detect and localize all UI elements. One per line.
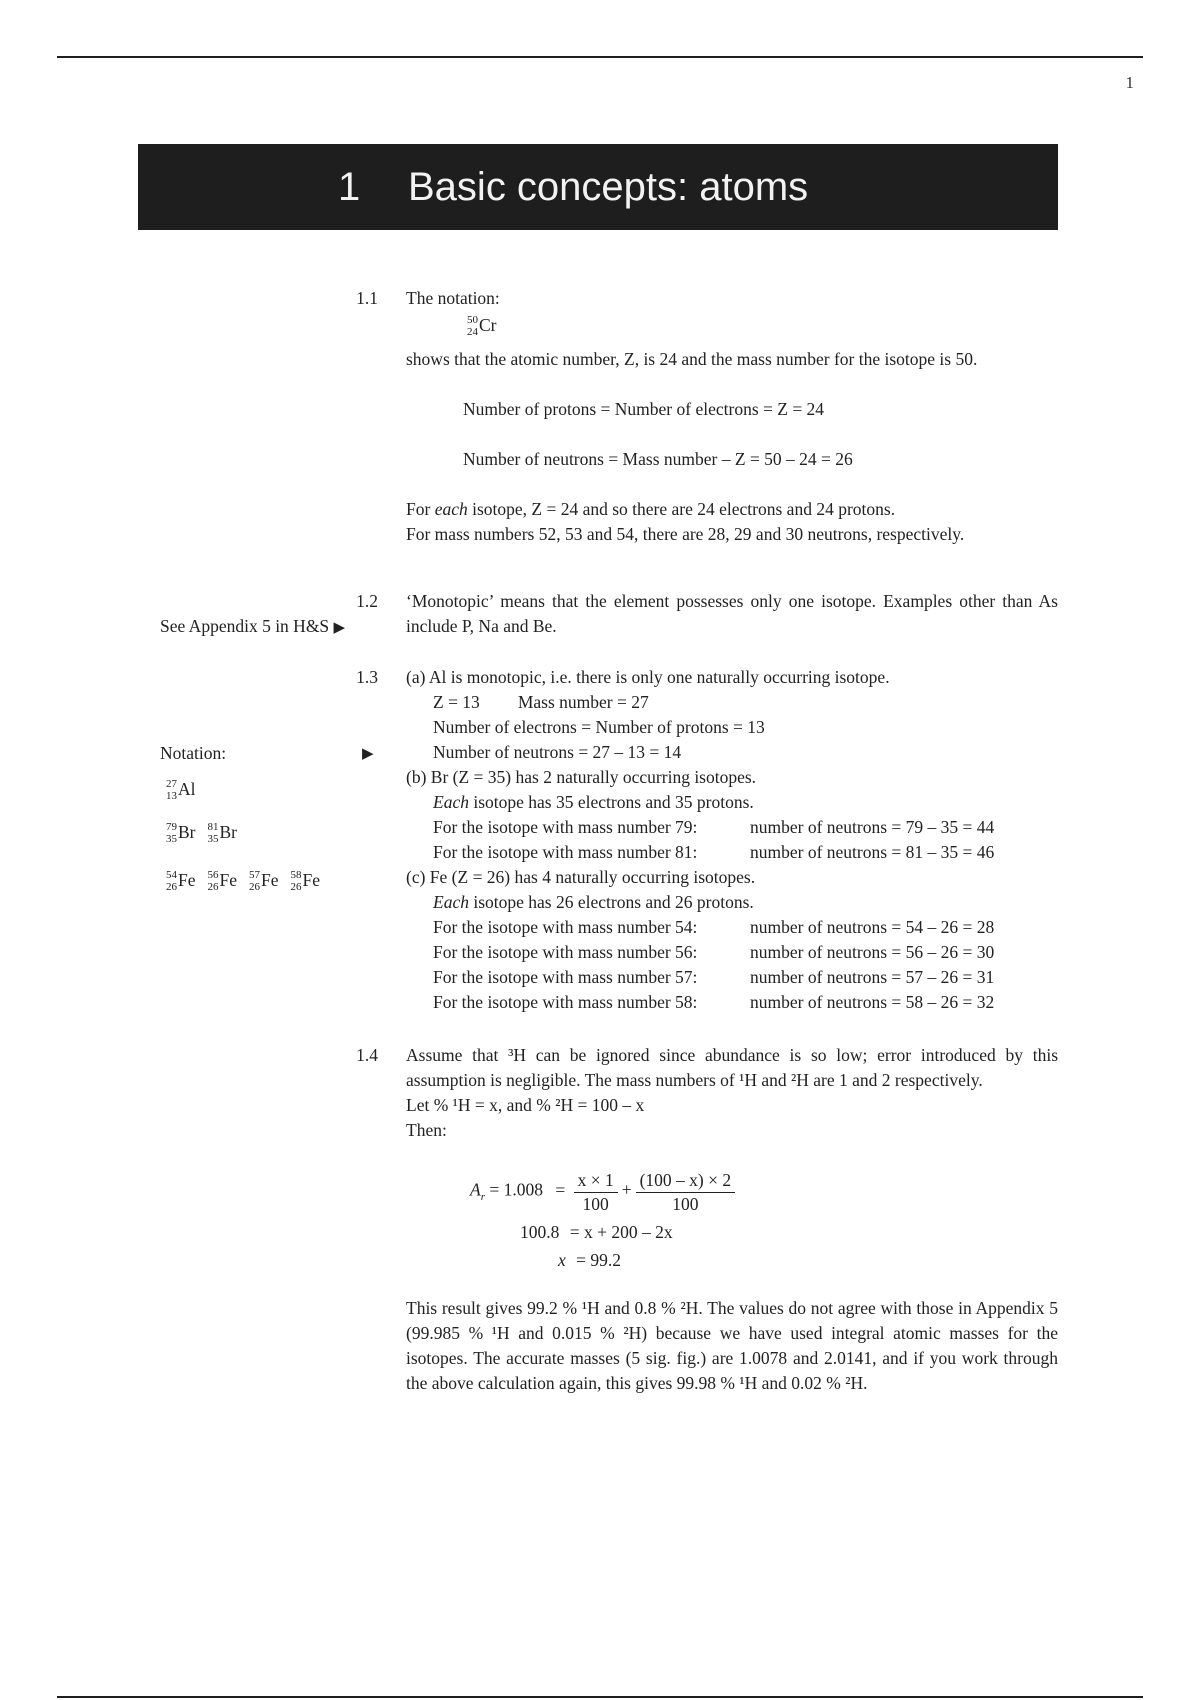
al-electrons: Number of electrons = Number of protons = 13: [433, 717, 765, 737]
top-rule: [57, 56, 1143, 58]
isotope-symbol: 54 26 Fe: [166, 869, 196, 893]
section-number-1-2: 1.2: [356, 591, 378, 611]
fraction-1-numerator: x × 1: [574, 1168, 618, 1193]
chapter-banner: [138, 144, 1058, 230]
page-number: 1: [1125, 73, 1134, 92]
bottom-rule: [57, 1696, 1143, 1698]
section-number-1-1: 1.1: [356, 288, 378, 308]
isotope-symbol: 56 26 Fe: [207, 869, 237, 893]
assumption-text: Assume that ³H can be ignored since abundance is so low; error introduced by this assumption is negligible. The mass numbers of ¹H and ²H are 1 and 2 respectively.: [406, 1045, 1058, 1090]
section-1-1: [406, 286, 1058, 547]
br-heading: (b) Br (Z = 35) has 2 naturally occurring isotopes.: [406, 767, 757, 787]
fe-heading: (c) Fe (Z = 26) has 4 naturally occurring isotopes.: [406, 867, 756, 887]
protons-equation: Number of protons = Number of electrons = Z = 24: [463, 399, 825, 419]
fe-row: For the isotope with mass number 56: number of neutrons = 56 – 26 = 30: [433, 942, 995, 962]
chapter-title: Basic concepts: atoms: [408, 165, 809, 209]
fe-row: For the isotope with mass number 54: number of neutrons = 54 – 26 = 28: [433, 917, 995, 937]
section-1-4: [406, 1043, 1058, 1143]
isotope-symbol: 57 26 Fe: [249, 869, 279, 893]
fraction-2-numerator: (100 – x) × 2: [636, 1168, 736, 1193]
notation-arrow-icon: ▶: [362, 744, 374, 762]
relative-atomic-mass-equation: $A_r = 1.008$ = $\frac{x \times 1}{100}$ + $\frac{(100 - x) \times 2}{100}$ 100.8 = x + 200 – 2x x = 99.2: [470, 1160, 830, 1280]
al-heading: (a) Al is monotopic, i.e. there is only one naturally occurring isotope.: [406, 667, 890, 687]
fe-row: For the isotope with mass number 58: number of neutrons = 58 – 26 = 32: [433, 992, 995, 1012]
al-z-line: Z = 13 Mass number = 27: [433, 692, 649, 712]
isotope-symbol: 79 35 Br: [166, 821, 196, 845]
isotope-symbol: 27 13 Al: [166, 778, 196, 802]
notation-br: [160, 820, 243, 845]
br-each: Each isotope has 35 electrons and 35 protons.: [433, 792, 754, 812]
notation-intro: The notation:: [406, 288, 500, 308]
isotope-symbol: 58 26 Fe: [290, 869, 320, 893]
right-triangle-icon: ▶: [333, 618, 346, 636]
neutrons-equation: Number of neutrons = Mass number – Z = 50 – 24 = 26: [463, 449, 853, 469]
section-1-2-text: ‘Monotopic’ means that the element possesses only one isotope. Examples other than As include P, Na and Be.: [406, 591, 1058, 636]
result-paragraph: This result gives 99.2 % ¹H and 0.8 % ²H. The values do not agree with those in Appendix 5 (99.985 % ¹H and 0.015 % ²H) because we have used integral atomic masses for the isotopes. The accurate masses (5 sig. fig.) are 1.0078 and 2.0141, and if you work through the above calculation again, this gives 99.98 % ¹H and 0.02 % ²H.: [406, 1298, 1058, 1393]
each-isotope-line: For each isotope, Z = 24 and so there are 24 electrons and 24 protons.: [406, 499, 896, 519]
notation-label: Notation:: [160, 743, 227, 763]
section-number-1-3: 1.3: [356, 667, 378, 687]
fe-row: For the isotope with mass number 57: number of neutrons = 57 – 26 = 31: [433, 967, 995, 987]
section-number-1-4: 1.4: [356, 1045, 378, 1065]
let-line: Let % ¹H = x, and % ²H = 100 – x: [406, 1095, 645, 1115]
br-row: For the isotope with mass number 81: number of neutrons = 81 – 35 = 46: [433, 842, 995, 862]
section-1-3: [406, 665, 1058, 1015]
chapter-number: 1: [338, 165, 361, 209]
cr-symbol: 50 24 Cr: [467, 314, 497, 338]
appendix-margin-note: See Appendix 5 in H&S ▶: [160, 616, 346, 636]
mass-numbers-line: For mass numbers 52, 53 and 54, there are 28, 29 and 30 neutrons, respectively.: [406, 524, 965, 544]
notation-fe: [160, 868, 326, 893]
fe-each: Each isotope has 26 electrons and 26 protons.: [433, 892, 754, 912]
br-row: For the isotope with mass number 79: number of neutrons = 79 – 35 = 44: [433, 817, 995, 837]
notation-explanation: shows that the atomic number, Z, is 24 and the mass number for the isotope is 50.: [406, 349, 978, 369]
then-line: Then:: [406, 1120, 447, 1140]
isotope-symbol: 81 35 Br: [207, 821, 237, 845]
al-neutrons: Number of neutrons = 27 – 13 = 14: [433, 742, 682, 762]
notation-al: [160, 777, 206, 802]
